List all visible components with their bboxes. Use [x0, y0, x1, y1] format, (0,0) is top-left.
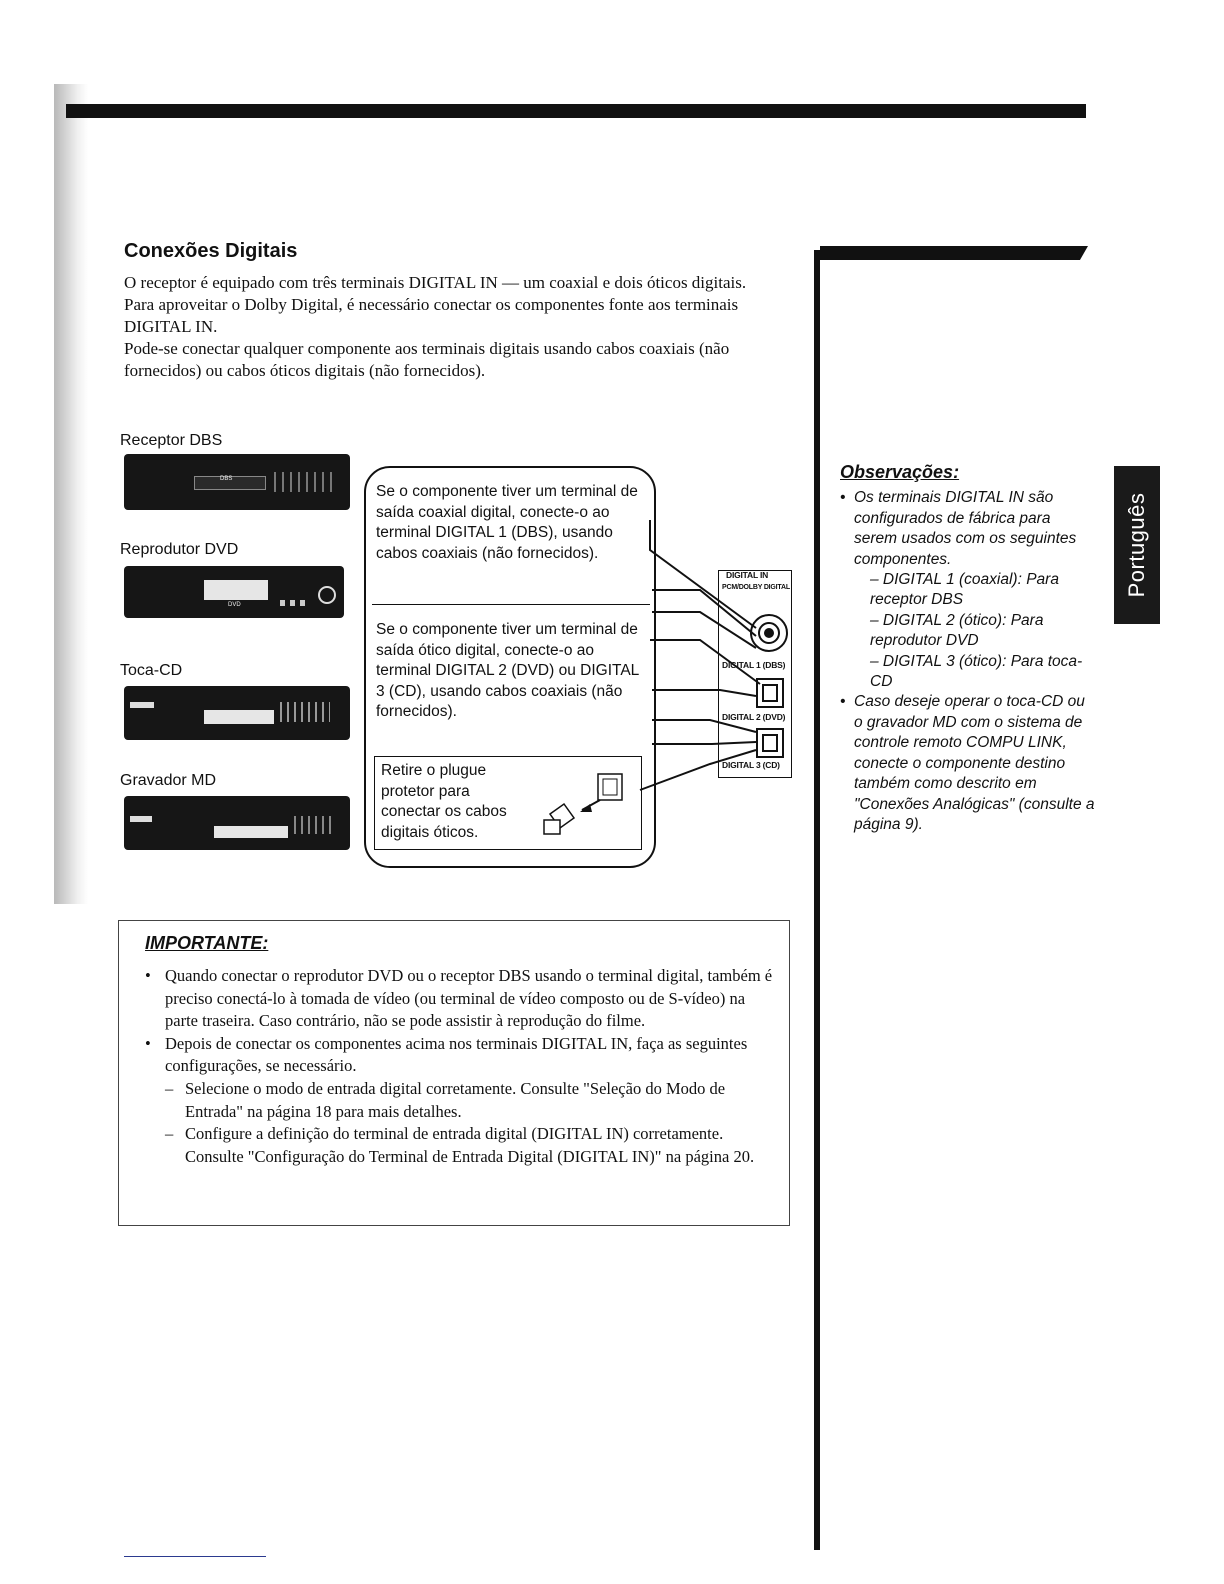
intro-paragraph-3: Pode-se conectar qualquer componente aos terminais digitais usando cabos coaxiais (não fornecidos) ou cabos óticos digitais (não fornecidos). — [124, 339, 730, 380]
notes-item-2-text: Caso deseje operar o toca-CD ou o gravador MD com o sistema de controle remoto COMPU LINK, conecte o componente destino também como descrito em "Conexões Analógicas" (consulte a página 9). — [854, 693, 1095, 833]
intro-paragraph-2: Para aproveitar o Dolby Digital, é necessário conectar os componentes fonte aos terminais DIGITAL IN. — [124, 295, 739, 336]
bullet-icon: • — [145, 966, 151, 985]
notes-sub-3: – DIGITAL 3 (ótico): Para toca-CD — [870, 652, 1083, 691]
panel-jack2-label: DIGITAL 2 (DVD) — [722, 712, 786, 722]
device-badge: DVD — [228, 602, 241, 608]
dash-icon: – — [165, 1124, 174, 1144]
notes-sub-2: – DIGITAL 2 (ótico): Para reprodutor DVD — [870, 611, 1044, 650]
panel-jack1-label: DIGITAL 1 (DBS) — [722, 660, 786, 670]
callout-plug-text: Retire o plugue protetor para conectar os cabos digitais óticos. — [381, 762, 507, 841]
coaxial-jack — [750, 614, 788, 652]
notes-item-2 — [840, 692, 1096, 835]
notes-section — [840, 462, 1096, 835]
important-sub-2 — [165, 1123, 773, 1168]
footer-rule — [124, 1556, 266, 1557]
panel-header: DIGITAL IN — [726, 570, 769, 580]
device-label-dvd: Reprodutor DVD — [120, 541, 239, 558]
notes-title: Observações: — [840, 462, 960, 482]
notes-item-1-text: Os terminais DIGITAL IN são configurados de fábrica para serem usados com os seguintes componentes. — [854, 489, 1077, 568]
optical-jack-3 — [756, 728, 784, 758]
important-item-2 — [143, 1033, 773, 1169]
notes-sub-1: – DIGITAL 1 (coaxial): Para receptor DBS — [870, 571, 1059, 609]
panel-subheader: PCM/DOLBY DIGITAL — [722, 584, 790, 591]
device-badge: DBS — [220, 476, 233, 482]
intro-paragraph-1: O receptor é equipado com três terminais DIGITAL IN — um coaxial e dois óticos digitais. — [124, 273, 747, 292]
optical-jack-2 — [756, 678, 784, 708]
device-label-md: Gravador MD — [120, 772, 217, 789]
bullet-icon: • — [840, 693, 846, 711]
important-title: IMPORTANTE: — [145, 933, 269, 953]
important-item-1-text: Quando conectar o reprodutor DVD ou o receptor DBS usando o terminal digital, também é preciso conectá-lo à tomada de vídeo (ou terminal de vídeo composto ou de S-vídeo) na parte traseira. Caso contrário, não se pode assistir à reprodução do filme. — [165, 966, 773, 1031]
panel-jack3-label: DIGITAL 3 (CD) — [722, 760, 780, 770]
section-title: Conexões Digitais — [124, 240, 298, 262]
important-sub-1 — [165, 1078, 773, 1123]
device-label-dbs: Receptor DBS — [120, 432, 223, 449]
language-tab-label: Português — [1124, 492, 1149, 598]
important-box — [118, 920, 790, 1226]
device-label-cd: Toca-CD — [120, 662, 183, 679]
important-item-1 — [143, 965, 773, 1033]
important-item-2-text: Depois de conectar os componentes acima nos terminais DIGITAL IN, faça as seguintes configurações, se necessário. — [165, 1033, 748, 1076]
important-sub-1-text: Selecione o modo de entrada digital corretamente. Consulte "Seleção do Modo de Entrada" na página 18 para mais detalhes. — [185, 1078, 726, 1121]
bullet-icon: • — [840, 489, 846, 507]
important-sub-2-text: Configure a definição do terminal de entrada digital (DIGITAL IN) corretamente. Consulte "Configuração do Terminal de Entrada Digital (DIGITAL IN)" na página 20. — [185, 1124, 755, 1166]
dash-icon: – — [165, 1078, 174, 1098]
notes-item-1 — [840, 488, 1096, 692]
bullet-icon: • — [145, 1033, 151, 1053]
callout-coaxial: Se o componente tiver um terminal de saída coaxial digital, conecte-o ao terminal DIGITAL 1 (DBS), usando cabos coaxiais (não fornecidos). — [376, 483, 638, 562]
callout-optical: Se o componente tiver um terminal de saída ótico digital, conecte-o ao terminal DIGITAL 2 (DVD) ou DIGITAL 3 (CD), usando cabos coaxiais (não fornecidos). — [376, 621, 639, 720]
